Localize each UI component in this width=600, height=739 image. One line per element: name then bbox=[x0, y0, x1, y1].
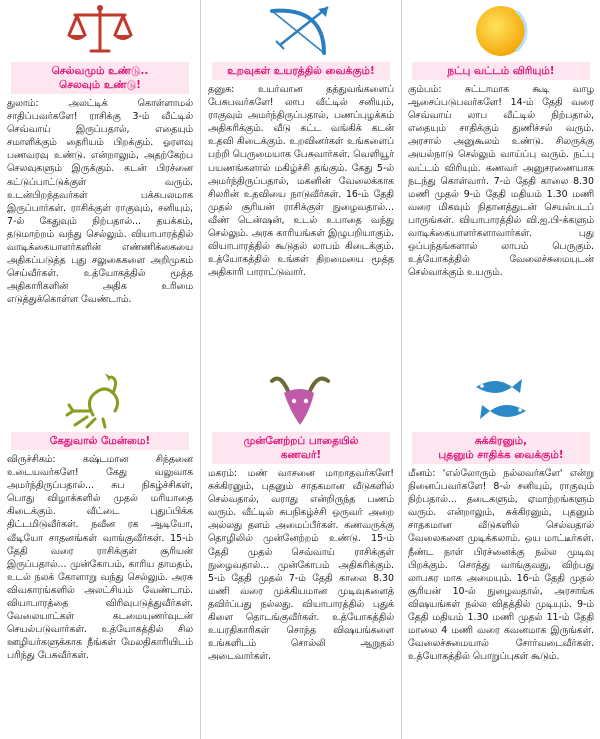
horoscope-body: உயர்வான தத்துவங்களைப் பேசுபவர்களே! லாப வீட்டில் சனியும், ராகுவும் அமர்ந்திருப்பதால், பணப்புழக்கம் அதிகரிக்கும். வீடு கட்ட வங்கிக் கடன் உதவி கிடைக்கும். உறவினர்கள் உங்களைப் பற்றி பெருமையாக பேசுவார்கள். வெளியூர் பயணங்களால் மகிழ்ச்சி தங்கும். கேது 5-ல் அமர்ந்திருப்பதால், மகனின் வேலைக்காக சிலரின் உதவியை நாடுவீர்கள். 16-ம் தேதி முதல் சூரியன் ராசிக்குள் நுழைவதால்... வீண் டென்ஷன், உடல் உபாதை வந்து செல்லும். அரசு காரியங்கள் இழுபறியாகும். வியாபாரத்தில் கூடுதல் லாபம் கிடைக்கும். உத்யோகத்தில் உங்கள் திறமையை மூத்த அதிகாரி பாராட்டுவார். bbox=[208, 84, 394, 279]
goat-icon bbox=[206, 370, 396, 430]
headline bbox=[412, 432, 590, 464]
sign-name: மீனம்: bbox=[408, 468, 436, 479]
headline-line-1: நட்பு வட்டம் விரியும்! bbox=[447, 65, 555, 77]
sign-panel-pisces bbox=[406, 370, 596, 663]
sign-name: தனுசு: bbox=[208, 84, 235, 95]
sign-panel-capricorn bbox=[206, 370, 396, 663]
sign-name: துலாம்: bbox=[7, 98, 39, 109]
headline bbox=[412, 62, 590, 80]
horoscope-body: அலட்டிக் கொள்ளாமல் சாதிப்பவர்களே! ராசிக்கு 3-ம் வீட்டில் செவ்வாய் இருப்பதால், எதையும் சமாளிக்கும் தைரியம் பிறக்கும். ஓரளவு பணவரவு உண்டு. என்றாலும், அதற்கேற்ப செலவுகளும் இருக்கும். கடன் பிரச்னை கட்டுப்பாட்டுக்குள் வரும். உடன்பிறந்தவர்கள் பக்கபலமாக இருப்பார்கள். ராசிக்குள் ராகுவும், சனியும், 7-ல் கேதுவும் நிற்பதால்... தயக்கம், தடுமாற்றம் வந்து செல்லும். வியாபாரத்தில் வாடிக்கையாளர்களின் எண்ணிக்கையை அதிகப்படுத்த புது சலுகைகளை அறிமுகம் செய்வீர்கள். உத்யோகத்தில் மூத்த அதிகாரிகளின் அதிக உரிமை எடுத்துக்கொள்ள வேண்டாம். bbox=[7, 98, 193, 306]
headline bbox=[11, 62, 189, 94]
headline bbox=[212, 62, 390, 80]
sign-panel-scorpio bbox=[5, 370, 195, 663]
horoscope-text bbox=[5, 97, 195, 307]
headline-line-2: செலவும் உண்டு! bbox=[59, 79, 141, 91]
horoscope-text bbox=[406, 83, 596, 279]
headline bbox=[212, 432, 390, 464]
headline-line-1: கேதுவால் மேன்மை! bbox=[49, 435, 151, 447]
headline bbox=[11, 432, 189, 450]
sign-name: மகரம்: bbox=[208, 468, 238, 479]
horoscope-text bbox=[406, 467, 596, 663]
bow-and-arrow-icon bbox=[206, 0, 396, 60]
horoscope-body: மண் வாசனை மாறாதவர்களே! சுக்கிரனும், புதனும் சாதகமான வீடுகளில் செல்வதால், வராது என்றிருந்த பணம் வரும். வீட்டில் சுபநிகழ்ச்சி ஒருவர் அறை அல்லது தளம் அமைப்பீர்கள். கணவருக்கு தொழிலில் முன்னேற்றம் உண்டு. 15-ம் தேதி முதல் செவ்வாய் ராசிக்குள் நுழைவதால்... முன்கோபம் அதிகரிக்கும். 5-ம் தேதி முதல் 7-ம் தேதி காலை 8.30 மணி வரை முக்கியமான முடிவுகளைத் தவிர்ப்பது நல்லது. வியாபாரத்தில் புதுக் கிளை தொடங்குவீர்கள். உத்யோகத்தில் உயரதிகாரிகள் சொந்த விஷயங்களை உங்களிடம் சொல்லி ஆறுதல் அடைவார்கள். bbox=[208, 468, 394, 663]
horoscope-body: 'எல்லோரும் நல்லவர்களே' என்று நினைப்பவர்களே! 8-ல் சனியும், ராகுவும் நிற்பதால்... தடைகளும், ஏமாற்றங்களும் வரும். என்றாலும், சுக்கிரனும், புதனும் சாதகமான வீடுகளில் செல்வதால் வேலைகளை முடிக்கலாம். ஒய மாட்டீர்கள். நீண்ட நாள் பிரச்னைக்கு நல்ல முடிவு பிறக்கும். சொத்து வாங்குவது, விற்பது லாபகர மாக அமையும். 16-ம் தேதி முதல் சூரியன் 10-ல் நுழைவதால், அரசாங்க விஷயங்கள் நல்ல விதத்தில் முடியும். 9-ம் தேதி மதியம் 1.30 மணி முதல் 11-ம் தேதி மாலை 4 மணி வரை கவனமாக இருங்கள். வேலைச்சுமையால் சோர்வடைவீர்கள். உத்யோகத்தில் பொறுப்புகள் கூடும். bbox=[408, 468, 594, 663]
headline-line-2: புதனும் சாதிக்க வைக்கும்! bbox=[438, 449, 564, 461]
sign-panel-aquarius bbox=[406, 0, 596, 279]
horoscope-text bbox=[5, 453, 195, 663]
libra-scales-icon bbox=[5, 0, 195, 60]
fish-icon bbox=[406, 370, 596, 430]
sun-icon bbox=[406, 0, 596, 60]
horoscope-text bbox=[206, 467, 396, 663]
sign-name: கும்பம்: bbox=[408, 84, 442, 95]
headline-line-1: செல்வமும் உண்டு.. bbox=[51, 65, 149, 77]
horoscope-text bbox=[206, 83, 396, 279]
headline-line-1: உறவுகள் உயரத்தில் வைக்கும்! bbox=[227, 65, 375, 77]
headline-line-2: கணவர்! bbox=[280, 449, 322, 461]
sign-panel-sagittarius bbox=[206, 0, 396, 279]
headline-line-1: சுக்கிரனும், bbox=[474, 435, 528, 447]
headline-line-1: முன்னேற்றப் பாதையில் bbox=[243, 435, 359, 447]
scorpion-icon bbox=[5, 370, 195, 430]
horoscope-body: கஷ்டமான சிந்தனை உடையவர்களே! கேது வலுவாக அமர்ந்திருப்பதால்... சுப நிகழ்ச்சிகள், பொது விழாக்களில் முதல் மரியாதை கிடைக்கும். வீட்டை புதுப்பிக்க திட்டமிடுவீர்கள். நவீன ரக ஆடியோ, வீடியோ சாதனங்கள் வாங்குவீர்கள். 15-ம் தேதி வரை ராசிக்குள் சூரியன் இருப்பதால்... முன்கோபம், காரிய தாமதம், உடல் நலக் கோளாறு வந்து செல்லும். அரசு விவகாரங்களில் அலட்சியம் வேண்டாம். வியாபாரத்தை விரிவுபடுத்துவீர்கள். வேலையாட்கள் கடமையுணர்வுடன் செயல்படுவார்கள். உத்யோகத்தில் சில ஊழியர்களுக்காக நீங்கள் மேலதிகாரியிடம் பரிந்து பேசுவீர்கள். bbox=[7, 454, 193, 662]
column-divider bbox=[401, 0, 402, 739]
sign-panel-libra bbox=[5, 0, 195, 307]
column-divider bbox=[200, 0, 201, 739]
sign-name: விருச்சிகம்: bbox=[7, 454, 56, 465]
horoscope-body: சுட்டாமாக கூடி வாழ ஆசைப்படுபவர்களே! 14-ம் தேதி வரை செவ்வாய் லாப வீட்டில் நிற்பதால், எதையும் சாதிக்கும் துணிச்சல் வரும். அரசால் அனுகூலம் உண்டு. சிலருக்கு அயல்நாடு செல்லும் வாய்ப்பு வரும். நட்பு வட்டம் விரியும். கணவர் அனுசரணையாக நடந்து கொள்வார். 7-ம் தேதி காலை 8.30 மணி முதல் 9-ம் தேதி மதியம் 1.30 மணி வரை மிகவும் நிதானத்துடன் செயல்படப் பாருங்கள். வியாபாரத்தில் வி.ஐ.பி-க்களும் வாடிக்கையாளர்களாவார்கள். புது ஒப்பந்தங்களால் லாபம் பெருகும். உத்யோகத்தில் வேலைச்சுமையுடன் செல்வாக்கும் உயரும். bbox=[408, 84, 594, 279]
